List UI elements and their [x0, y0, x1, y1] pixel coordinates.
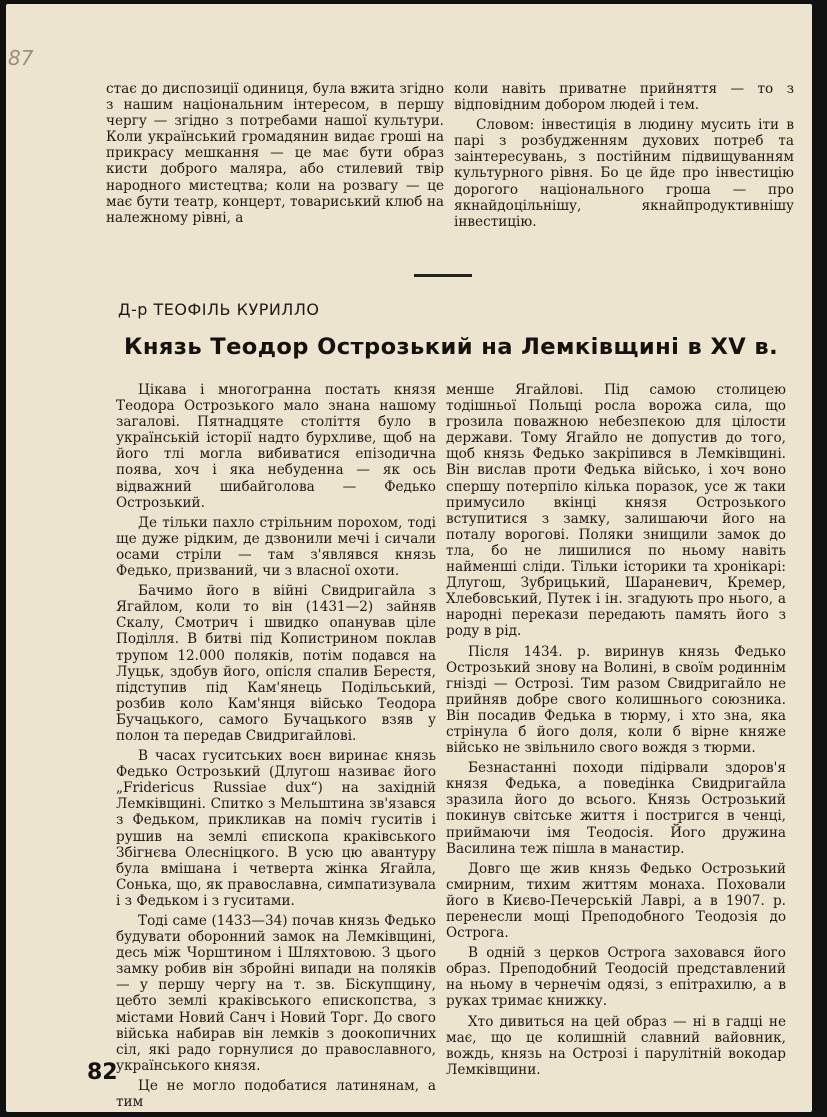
article-left-paragraph-5: Тоді саме (1433—34) почав князь Федько будувати оборонний замок на Лемківщині, десь між Чорштином і Шляхтовою. З цього замку робив він збройні випади на поляків — у першу чергу на т. зв. Біскупщину, цебто землі краківського епископства, з містами Новий Санч і Новий Торг. До свого війська набирав він лемків з доокопичних сіл, які радо горнулися до православного, українського князя.	[116, 913, 436, 1074]
page-sheet	[6, 4, 812, 1112]
article-left-column	[116, 382, 436, 1110]
article-right-column	[446, 382, 786, 1078]
top-right-column	[454, 81, 794, 230]
article-left-paragraph-6: Це не могло подобатися латинянам, а тим	[116, 1077, 436, 1111]
article-right-paragraph-3: Безнастанні походи підірвали здоров'я князя Федька, а поведінка Свидригайла зразила його до всього. Князь Острозький покинув світське життя і постригся в ченці, приймаючи імя Теодосія. Його дружина Василина теж пішла в манастир.	[446, 760, 786, 857]
article-right-paragraph-2: Після 1434. р. виринув князь Федько Острозький знову на Волині, в своїм родиннім гнізді — Острозі. Тим разом Свидригайло не прийняв добре свого колишнього союзника. Він посадив Федька в тюрму, і хто зна, яка стрінула б його доля, коли б вірне княже військо не звільнило свого вождя з тюрми.	[446, 643, 786, 757]
top-right-paragraph-1: коли навіть приватне прийняття — то з відповідним добором людей і тем.	[454, 81, 794, 114]
top-left-paragraph: стає до диспозиції одиниця, була вжита згідно з нашим національним інтересом, в першу чергу — згідно з потребами нашої культури. Коли український громадянин видає гроші на прикрасу мешкання — це має бути образ кисти доброго маляра, або стилевий твір народного мистецтва; коли на розвагу — це має бути театр, концерт, товариський клюб на належному рівні, а	[106, 81, 444, 226]
article-title: Князь Теодор Острозький на Лемківщині в XV в.	[124, 334, 779, 360]
article-left-paragraph-3: Бачимо його в війні Свидригайла з Ягайлом, коли то він (1431—2) зайняв Скалу, Смотрич і швидко опанував ціле Поділля. В битві під Копистрином поклав трупом 12.000 поляків, потім подався на Луцьк, здобув його, опісля спалив Берестя, підступив під Кам'янець Подільський, розбив коло Кам'янця військо Теодора Бучацького, самого Бучацького взяв у полон та передав Свидригайлові.	[116, 583, 436, 744]
article-left-paragraph-2: Де тільки пахло стрільним порохом, тоді ще дуже рідким, де дзвонили мечі і сичали осами стріли — там з'являвся князь Федько, призваний, чи з власної охоти.	[116, 514, 436, 580]
top-left-column	[106, 81, 444, 226]
article-right-paragraph-4: Довго ще жив князь Федько Острозький смирним, тихим життям монаха. Поховали його в Києво-Печерській Лаврі, а в 1907. р. перенесли мощі Преподобного Теодозія до Острога.	[446, 860, 786, 942]
article-right-paragraph-5: В одній з церков Острога заховався його образ. Преподобний Теодосій представлений на ньому в чернечім одязі, з епітрахилю, а в руках тримає книжку.	[446, 945, 786, 1010]
article-left-paragraph-4: В часах гуситських воєн виринає князь Федько Острозький (Длугош називає його „Fridericus Russiae dux“) на західній Лемківщині. Спитко з Мельштина зв'язався з Федьком, прикликав на поміч гуситів і рушив на землі єпископа краківського Збігнєва Олесніцкого. В усю цю авантуру була вмішана і четверта жінка Ягайла, Сонька, що, як православна, симпатизувала і з Федьком і з гуситами.	[116, 748, 436, 909]
top-right-paragraph-2: Словом: інвестиція в людину мусить іти в парі з розбудженням духових потреб та заінтересувань, з постійним підвищуванням культурного рівня. Бо це йде про інвестицію дорогого національного гроша — про якнайдоцільнішу, якнайпродуктивнішу інвестицію.	[454, 117, 794, 230]
page-number: 82	[87, 1060, 118, 1085]
pencil-page-mark: 87	[8, 46, 34, 70]
article-left-paragraph-1: Цікава і многогранна постать князя Теодора Острозького мало знана нашому загалові. Пятнадцяте століття було в українській історії надто бурхливе, щоб на його тлі могла вибиватися епізодична поява, хоч і яка небуденна — як ось відважний шибайголова — Федько Острозький.	[116, 382, 436, 511]
article-author: Д-р ТЕОФІЛЬ КУРИЛЛО	[118, 300, 320, 319]
article-right-paragraph-6: Хто дивиться на цей образ — ні в гадці не має, що це колишній славний вайовник, вождь, князь на Острозі і парулітній вокодар Лемківщини.	[446, 1013, 786, 1078]
section-divider	[414, 274, 472, 277]
article-right-paragraph-1: менше Ягайлові. Під самою столицею тодішньої Польщі росла ворожа сила, що грозила поважною небезпекою для цілости держави. Тому Ягайло не допустив до того, щоб князь Федько закріпився в Лемківщині. Він вислав проти Федька військо, і хоч воно спершу потерпіло кілька поразок, усе ж таки примусило вкінці князя Острозького вступитися з замку, залишаючи його на поталу ворогові. Поляки знищили замок до тла, бо не лишилися по ньому навіть найменші сліди. Тільки історики та хронікарі: Длугош, Зубрицький, Шараневич, Кремер, Хлебовський, Путек і ін. згадують про нього, а народні перекази передають память його з роду в рід.	[446, 382, 786, 640]
